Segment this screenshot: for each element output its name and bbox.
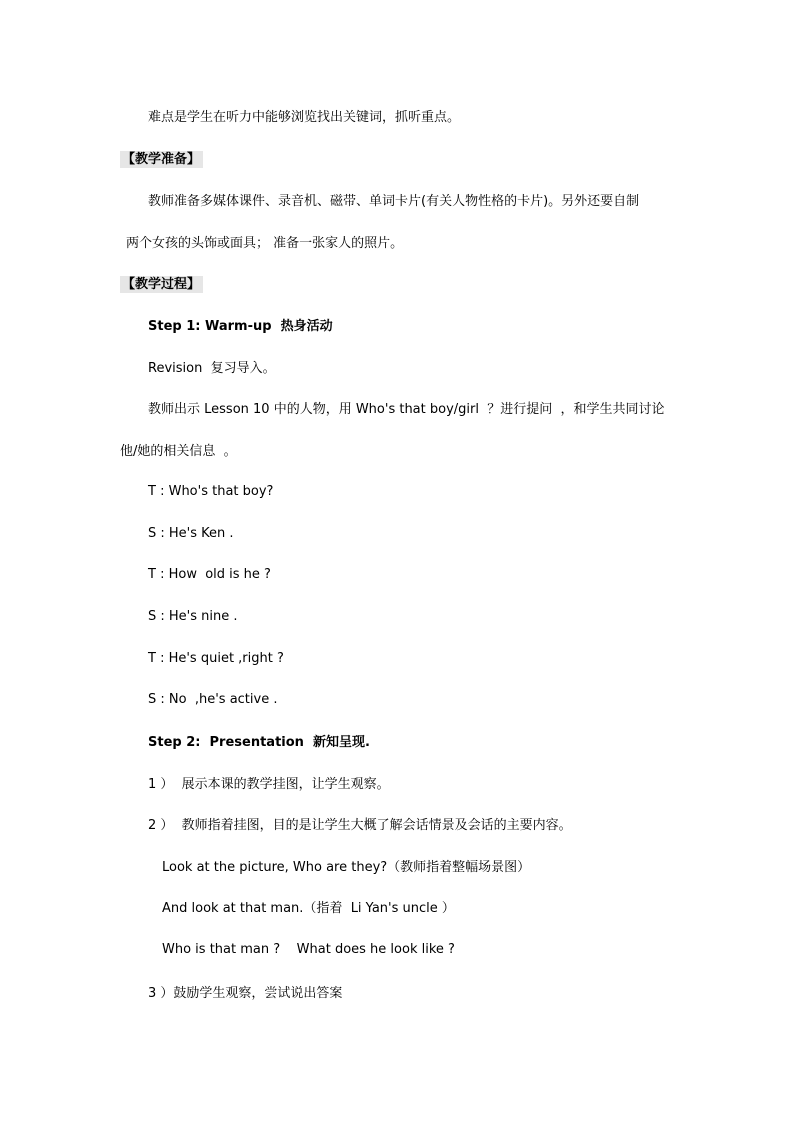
dialogue-line: T : How old is he ? xyxy=(148,567,271,582)
prep-paragraph-line-2: 两个女孩的头饰或面具； 准备一张家人的照片。 xyxy=(126,236,404,251)
step2-item-1: 1 ） 展示本课的教学挂图，让学生观察。 xyxy=(148,777,390,792)
dialogue-line: S : He's Ken . xyxy=(148,526,234,541)
step2-item-3: 3 ）鼓励学生观察，尝试说出答案 xyxy=(148,986,343,1001)
step2-item-2: 2 ） 教师指着挂图，目的是让学生大概了解会话情景及会话的主要内容。 xyxy=(148,818,572,833)
prep-heading-text: 【教学准备】 xyxy=(120,151,203,168)
dialogue-line: S : No ,he's active . xyxy=(148,692,278,707)
dialogue-line: T : He's quiet ,right ? xyxy=(148,651,284,666)
revision-line: Revision 复习导入。 xyxy=(148,361,276,376)
intro-paragraph-line-2: 他/她的相关信息 。 xyxy=(120,444,237,459)
difficulty-paragraph: 难点是学生在听力中能够浏览找出关键词，抓听重点。 xyxy=(148,110,461,125)
step1-title: Step 1: Warm-up 热身活动 xyxy=(148,319,333,334)
intro-paragraph-line-1: 教师出示 Lesson 10 中的人物，用 Who's that boy/girl ？进行提问 ，和学生共同讨论 xyxy=(148,402,665,417)
step2-subline-1: Look at the picture, Who are they?（教师指着整幅场景图） xyxy=(162,860,531,875)
step2-subline-3: Who is that man ? What does he look like ? xyxy=(162,942,455,957)
prep-heading xyxy=(120,151,203,169)
process-heading xyxy=(120,276,203,294)
prep-paragraph-line-1: 教师准备多媒体课件、录音机、磁带、单词卡片(有关人物性格的卡片)。另外还要自制 xyxy=(148,194,640,209)
step2-subline-2: And look at that man.（指着 Li Yan's uncle ） xyxy=(162,901,455,916)
dialogue-line: S : He's nine . xyxy=(148,609,238,624)
process-heading-text: 【教学过程】 xyxy=(120,276,203,293)
dialogue-line: T : Who's that boy? xyxy=(148,484,274,499)
step2-title: Step 2: Presentation 新知呈现. xyxy=(148,735,370,750)
